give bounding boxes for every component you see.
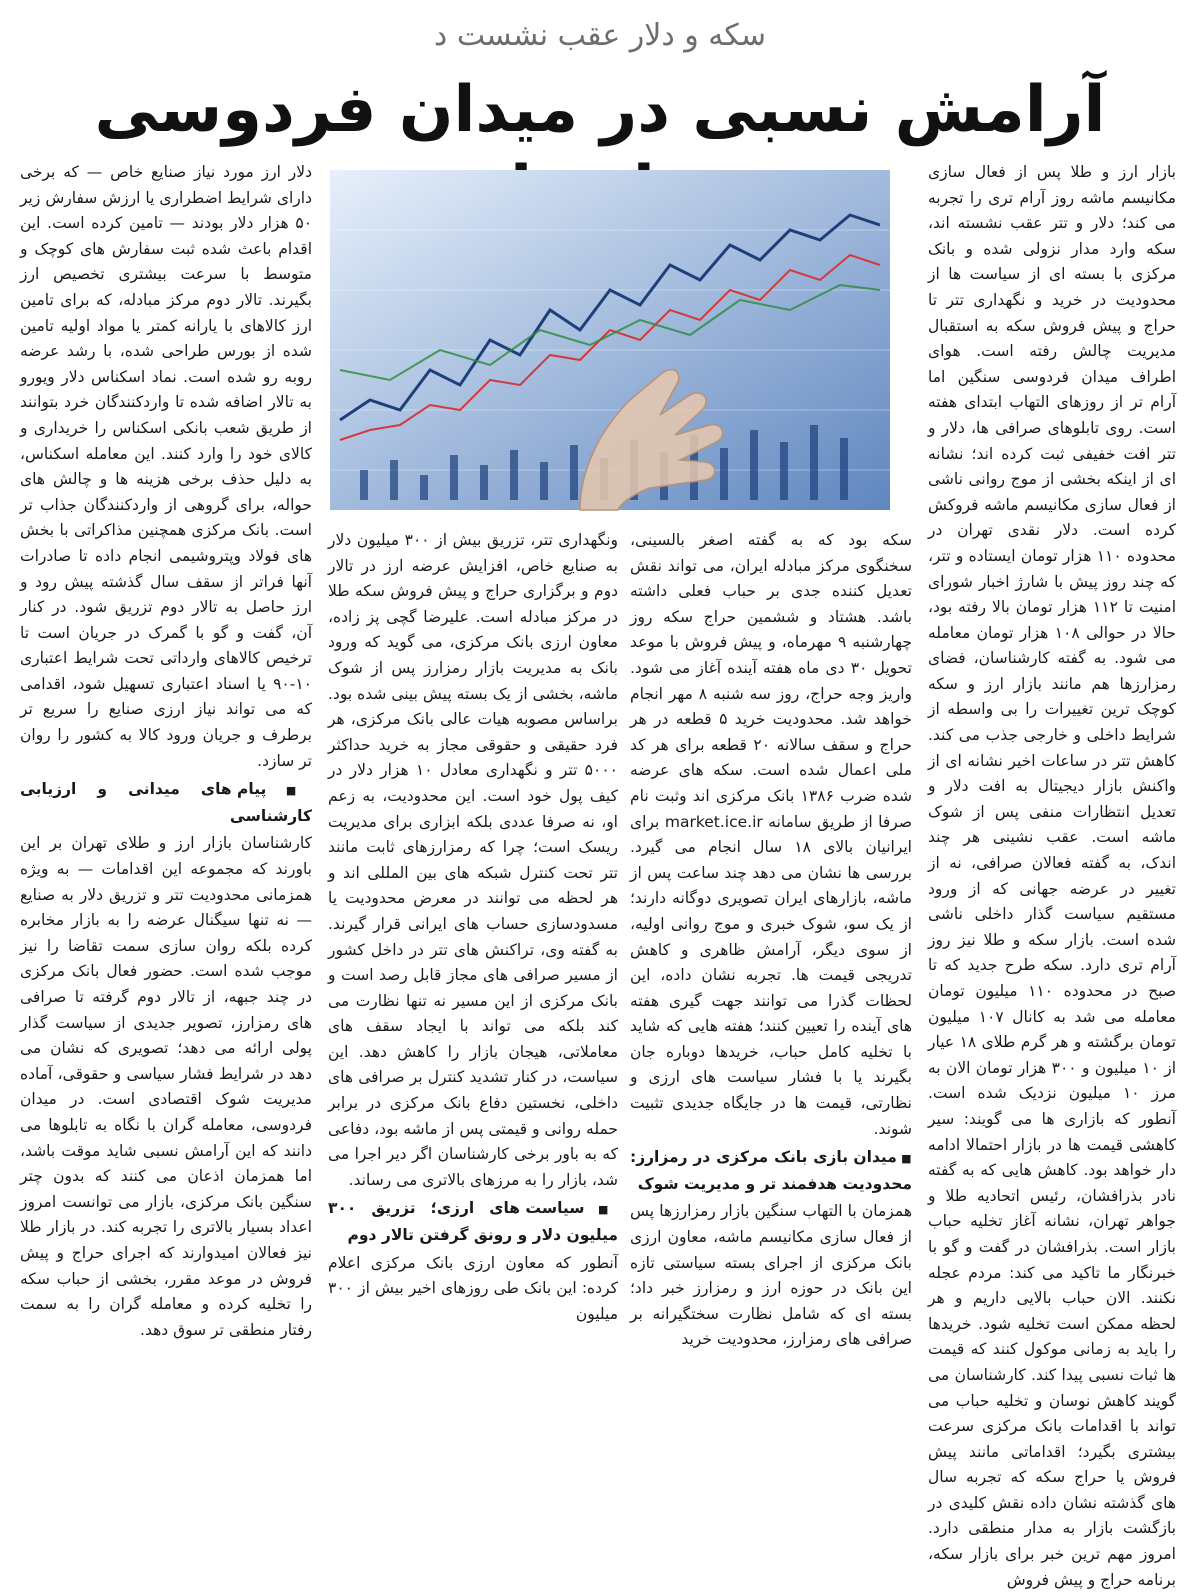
paragraph: ونگهداری تتر، تزریق بیش از ۳۰۰ میلیون دلار به صنایع خاص، افزایش عرضه ارز در تالار دوم و برگزاری حراج و پیش فروش سکه طلا در مرکز مبادله است. علیرضا گچی پز زاده، معاون ارزی بانک مرکزی، می گوید که ورود بانک به مدیریت بازار رمزارز پس از شوک ماشه، بخشی از یک بسته پیش بینی شده بود. براساس مصوبه هیات عالی بانک مرکزی، هر فرد حقیقی و حقوقی مجاز به خرید حداکثر ۵۰۰۰ تتر و نگهداری معادل ۱۰ هزار دلار در کیف پول خود است. این محدودیت، به زعم او، نه صرفا عددی بلکه ابزاری برای مدیریت ریسک است؛ چرا که رمزارزهای ثابت مانند تتر تحت کنترل شبکه های بین المللی اند و هر لحظه می توانند در معرض محدودیت یا مسدودسازی حساب های ایرانی قرار گیرند. به گفته وی، تراکنش های تتر در داخل کشور از مسیر صرافی های مجاز قابل رصد است و بانک مرکزی از این مسیر نه تنها نظارت می کند بلکه می تواند با ایجاد سقف های معاملاتی، هیجان بازار را کاهش دهد. این سیاست، در کنار تشدید کنترل بر صرافی های داخلی، نخستین دفاع بانک مرکزی در برابر حمله روانی و قیمتی پس از ماشه بود، دفاعی که به باور برخی کارشناسان اگر دیر اجرا می شد، بازار را به مرزهای بالاتری می رساند.: [328, 531, 618, 1189]
article-photo: [330, 170, 890, 510]
subheading: ■ میدان بازی بانک مرکزی در رمزارز: محدودیت هدفمند تر و مدیریت شوک: [630, 1145, 912, 1197]
column-2: [630, 528, 913, 1349]
paragraph: دلار ارز مورد نیاز صنایع خاص — که برخی دارای شرایط اضطراری یا ارزش سفارش زیر ۵۰ هزار دلار بودند — تامین کرده است. این اقدام باعث شده ثبت سفارش های کوچک و متوسط با سرعت بیشتری تخصیص ارز بگیرند. تالار دوم مرکز مبادله، که برای تامین ارز کالاهای با یارانه کمتر یا مواد اولیه تامین شده از بورس طراحی شده، با رشد عرضه روبه رو شده است. نماد اسکناس دلار ویورو به تالار اضافه شده تا واردکنندگان خرد بتوانند از طریق شعب بانکی اسکناس را خریداری و کالای خود را وارد کنند. این معامله اسکناس، به دلیل حذف برخی هزینه ها و چالش های حواله، برای گروهی از واردکنندگان جذاب تر است. بانک مرکزی همچنین مذاکراتی با بخش های فولاد وپتروشیمی انجام داده تا صادرات آنها فراتر از سقف سال گذشته پیش رود و ارز حاصل به تالار دوم تزریق شود. در کنار آن، گفت و گو با گمرک در جریان است تا ترخیص کالاهای وارداتی تحت شرایط اعتباری ۱۰-۹۰ یا اسناد اعتباری تسهیل شود، اقدامی که می تواند نیاز ارزی صنایع را سریع تر برطرف و جریان ورود کالا به کشور را روان تر سازد.: [20, 163, 312, 770]
column-3: [328, 528, 618, 1323]
column-4: [20, 160, 312, 1339]
headline: آرامش نسبی در میدان فردوسی: [94, 73, 1106, 147]
paragraph: کارشناسان بازار ارز و طلای تهران بر این باورند که مجموعه این اقدامات — به ویژه همزمانی محدودیت تتر و تزریق دلار به صنایع — نه تنها سیگنال عرضه را به بازار مخابره کرده بلکه روان سازی سمت تقاضا را نیز موجب شده است. حضور فعال بانک مرکزی در چند جبهه، از تالار دوم گرفته تا صرافی های رمزارز، تصویر جدیدی از سیاست گذار پولی ارائه می دهد؛ تصویری که نشان می دهد در شرایط فشار سیاسی و حقوقی، آماده مدیریت شوک اقتصادی است. در میدان فردوسی، معامله گران با نگاه به تابلوها می دانند که این آرامش نسبی شاید موقت باشد، اما همزمان اذعان می کنند که بدون چتر سنگین بانک مرکزی، بازار می توانست امروز اعداد بسیار بالاتری را تجربه کند. در بازار طلا نیز فعالان امیدوارند که اجرای حراج و پیش فروش در موعد مقرر، بخشی از حباب سکه را تخلیه کرده و معامله گران را به سمت رفتار منطقی تر سوق دهد.: [20, 834, 312, 1339]
subheading: ■ پیام های میدانی و ارزیابی کارشناسی: [20, 777, 312, 829]
paragraph: بازار ارز و طلا پس از فعال سازی مکانیسم ماشه روز آرام تری را تجربه می کند؛ دلار و تتر عقب نشسته اند، سکه وارد مدار نزولی شده و بانک مرکزی با بسته ای از سیاست ها از محدودیت در خرید و نگهداری تتر تا حراج و پیش فروش سکه به استقبال مدیریت چالش رفته است. هوای اطراف میدان فردوسی سنگین اما آرام تر از روزهای التهاب ابتدای هفته است. روی تابلوهای صرافی ها، دلار و تتر افت خفیفی ثبت کرده اند؛ نشانه ای از اینکه بخشی از موج روانی ناشی از فعال سازی مکانیسم ماشه فروکش کرده است. دلار نقدی تهران در محدوده ۱۱۰ هزار تومان ایستاده و تتر، که چند روز پیش با شارژ اخبار شورای امنیت تا ۱۱۲ هزار تومان بالا رفته بود، حالا در حوالی ۱۰۸ هزار تومان معامله می شود. به گفته کارشناسان، فضای رمزارزها هم مانند بازار ارز و سکه کوچک ترین تغییرات را بی واسطه از شرایط داخلی و خارجی جذب می کند. کاهش تتر در ساعات اخیر نشانه ای از واکنش بازار دیجیتال به افت دلار و تعدیل انتظارات منفی پس از شوک ماشه است. عقب نشینی هر چند اندک، به گفته فعالان صرافی، نه از تغییر در عرضه جهانی که از ورود مستقیم سیاست گذار داخلی ناشی شده است. بازار سکه و طلا نیز روز آرام تری دارد. سکه طرح جدید که تا صبح در محدوده ۱۱۰ میلیون تومان معامله می شد به کانال ۱۰۷ میلیون تومان برگشته و هر گرم طلای ۱۸ عیار از ۱۰ میلیون و ۳۰۰ هزار تومان الان به مرز ۱۰ میلیون نزدیک شده است. آنطور که بازاری ها می گویند: سیر کاهشی قیمت ها در بازار احتمالا ادامه دار خواهد بود. کاهش هایی که به گفته نادر بذرافشان، رئیس اتحادیه طلا و جواهر تهران، نشانه آغاز تخلیه حباب بازار است. بذرافشان در گفت و گو با خبرنگار ما تاکید می کند: مردم عجله نکنند. الان حباب بالایی داریم و هر لحظه ممکن است تخلیه شود. خریدها را باید به زمانی موکول کنند که قیمت ها ثبات نسبی پیدا کند. کارشناسان می گویند کاهش نوسان و تخلیه حباب می تواند با اقدامات بانک مرکزی سرعت بیشتری بگیرد؛ اقداماتی مانند پیش فروش یا حراج سکه که تجربه سال های گذشته نشان داده نقش کلیدی در بازگشت بازار به مدار منطقی دارد. امروز مهم ترین خبر برای بازار سکه، برنامه حراج و پیش فروش: [928, 163, 1177, 1589]
column-1: [928, 160, 1177, 1589]
paragraph: سکه بود که به گفته اصغر بالسینی، سخنگوی مرکز مبادله ایران، می تواند نقش تعدیل کننده جدی بر حباب فعلی داشته باشد. هشتاد و ششمین حراج سکه روز چهارشنبه ۹ مهرماه، و پیش فروش با موعد تحویل ۳۰ دی ماه هفته آینده آغاز می شود. واریز وجه حراج، روز سه شنبه ۸ مهر انجام خواهد شد. محدودیت خرید ۵ قطعه در هر حراج و سقف سالانه ۲۰ قطعه برای هر کد ملی اعمال شده است. سکه های عرضه شده ضرب ۱۳۸۶ بانک مرکزی اند وثبت نام صرفا از طریق سامانه market.ice.ir برای ایرانیان بالای ۱۸ سال انجام می گیرد. بررسی ها نشان می دهد چند ساعت پس از ماشه، بازارهای ایران تصویری دوگانه دارند؛ از یک سو، شوک خبری و موج روانی اولیه، از سوی دیگر، آرامش ظاهری و کاهش تدریجی قیمت ها. تجربه نشان داده، این لحظات گذرا می توانند جهت گیری هفته های آینده را تعیین کنند؛ هفته هایی که شاید با تخلیه کامل حباب، خریدها دوباره جان بگیرند یا با فشار سیاست های ارزی و نظارتی، قیمت ها در جایگاه جدیدی تثبیت شوند.: [630, 531, 913, 1138]
stock-chart-hand-image: [330, 170, 890, 510]
kicker: سکه و دلار عقب نشست د: [433, 18, 767, 53]
paragraph: همزمان با التهاب سنگین بازار رمزارزها پس از فعال سازی مکانیسم ماشه، معاون ارزی بانک مرکزی از اجرای بسته سیاستی تازه این بانک در حوزه ارز و رمزارز خبر داد؛ بسته ای که شامل نظارت سختگیرانه بر صرافی های رمزارز، محدودیت خرید: [630, 1202, 912, 1349]
paragraph: آنطور که معاون ارزی بانک مرکزی اعلام کرده: این بانک طی روزهای اخیر بیش از ۳۰۰ میلیون: [328, 1253, 618, 1323]
subheading: ■ سیاست های ارزی؛ تزریق ۳۰۰ میلیون دلار و رونق گرفتن تالار دوم: [328, 1196, 618, 1248]
